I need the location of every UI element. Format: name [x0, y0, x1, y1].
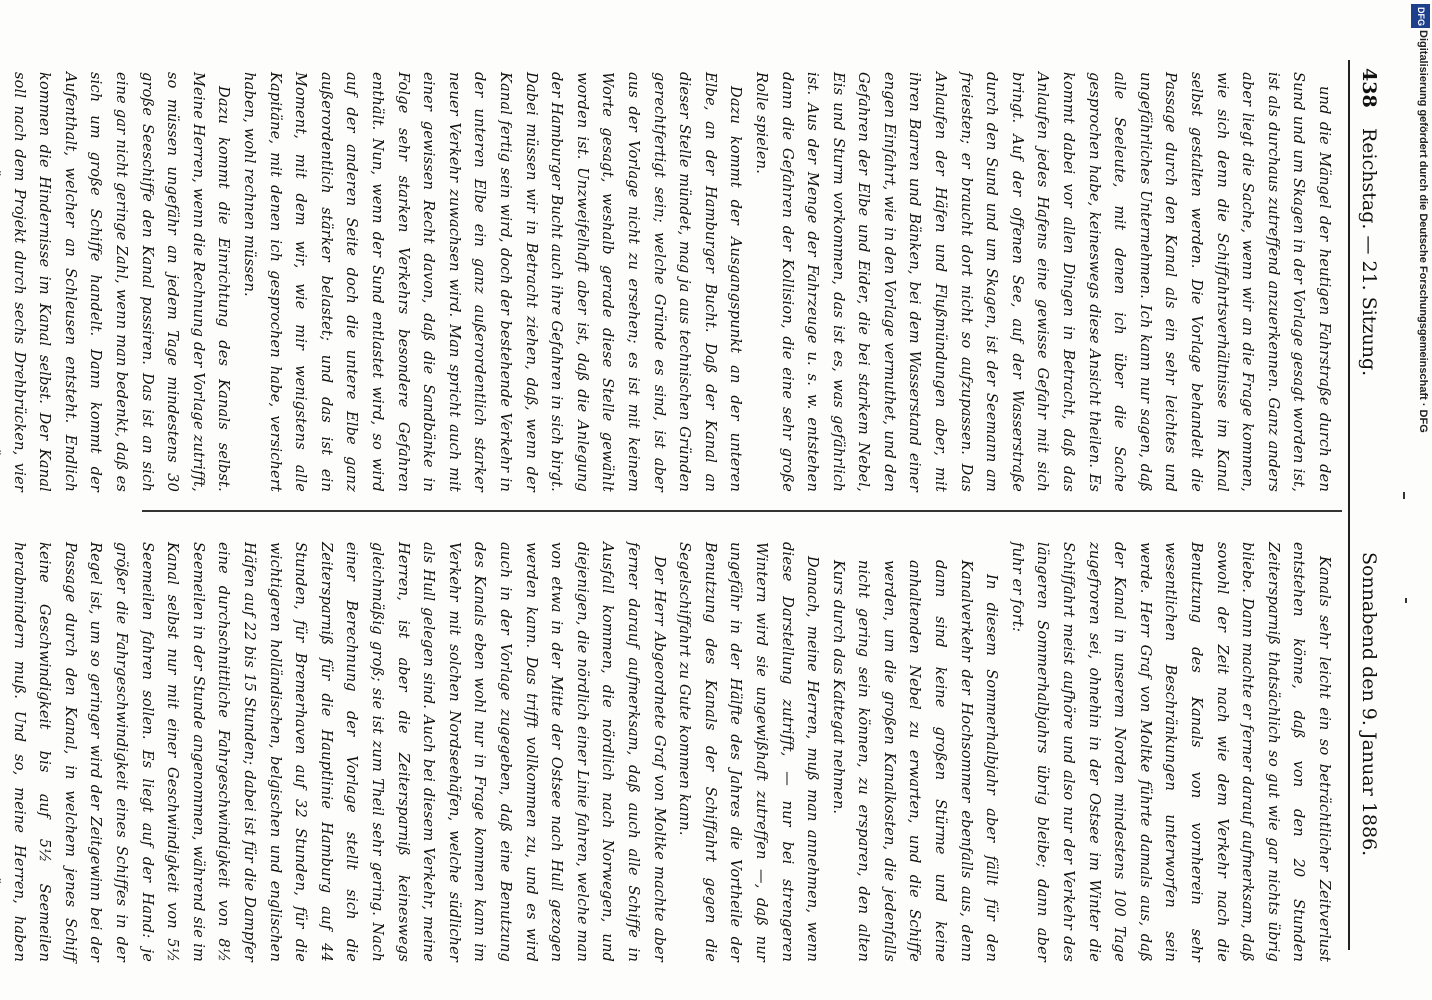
quotation: In diesem Sommerhalbjahr aber fällt für den Kanalverkehr der Hochsommer ebenfalls aus, denn dann sind keine großen Stürme und keine anhaltenden Nebel zu erwarten, und die Schiffe werden, um die großen Kanalkosten, die jedenfalls nicht gering sein können, zu ersparen, den alten Kurs durch das Kattegat nehmen.	[829, 560, 1000, 962]
right-column	[10, 542, 1336, 962]
paragraph: Kanals sehr leicht ein so beträchtlicher Zeitverlust entstehen könne, daß von den 20 Stunden Zeitersparniß thatsächlich so gut wie gar nichts übrig bliebe. Dann machte er ferner darauf aufmerksam, daß sowohl der Zeit nach wie dem Verkehr nach die Benutzung des Kanals von vornherein sehr wesentlichen Beschränkungen unterworfen sein werde. Herr Graf von Moltke führte damals aus, daß der Kanal in unserem Norden mindestens 100 Tage zugefroren sei, ohnehin in der Ostsee im Winter die Schiffahrt meist aufhöre und also nur der Verkehr des längeren Sommerhalbjahrs übrig bleibe; dann aber fuhr er fort:	[1008, 542, 1332, 962]
digitization-note-text: Digitalisierung gefördert durch die Deutsche Forschungsgemeinschaft · DFG	[1417, 30, 1429, 433]
running-head-right: Sonnabend den 9. Januar 1886.	[1358, 552, 1380, 857]
column-divider	[142, 510, 1342, 512]
running-head-left: Reichstag. — 21. Sitzung.	[1358, 128, 1380, 377]
paragraph: und die Mängel der heutigen Fahrstraße durch den Sund und um Skagen in der Vorlage gesagt worden ist, ist als durchaus zutreffend anzuerkennen. Ganz anders aber liegt die Sache, wenn wir an die Frage kommen, wie sich denn die Schiffahrtsverhältnisse im Kanal selbst gestalten werden. Die Vorlage behandelt die Passage durch den Kanal als ein sehr leichtes und ungefährliches Unternehmen. Ich kann nur sagen, daß alle Seeleute, mit denen ich über die Sache gesprochen habe, keineswegs diese Ansicht theilen. Es kommt dabei vor allen Dingen in Betracht, daß das Anlaufen jedes Hafens eine gewisse Gefahr mit sich bringt. Auf der offenen See, auf der Wasserstraße durch den Sund und um Skagen, ist der Seemann am freiesten; er braucht dort nicht so aufzupassen. Das Anlaufen der Häfen und Flußmündungen aber, mit ihren Barren und Bänken, bei dem Wasserstand einer engen Einfahrt, wie in den Vorlage vermuthet, und den Gefahren der Elbe und Eider, die bei starkem Nebel, Eis und Sturm vorkommen, das ist es, was gefährlich ist. Aus der Menge der Fahrzeuge u. s. w. entstehen dann die Gefahren der Kollision, die eine sehr große Rolle spielen.	[752, 72, 1332, 492]
dfg-badge: DFG	[1411, 4, 1430, 28]
left-column	[10, 72, 1336, 492]
paragraph: Dazu kommt der Ausgangspunkt an der unteren Elbe, an der Hamburger Bucht. Daß der Kanal an dieser Stelle mündet, mag ja aus technischen Gründen gerechtfertigt sein; welche Gründe es sind, ist aber aus der Vorlage nicht zu ersehen; es ist mit keinem Worte gesagt, weshalb gerade diese Stelle gewählt worden ist. Unzweifelhaft aber ist, daß die Anlegung der Hamburger Bucht auch ihre Gefahren in sich birgt. Dabei müssen wir in Betracht ziehen, daß, wenn der Kanal fertig sein wird, doch der bestehende Verkehr in der unteren Elbe ein ganz außerordentlich starker neuer Verkehr zuwachsen wird. Man spricht auch mit einer gewissen Recht davon, daß die Sandbänke in Folge sehr starken Verkehrs besondere Gefahren enthält. Nun, wenn der Sund entlastet wird, so wird auf der anderen Seite doch die untere Elbe ganz außerordentlich stärker belastet; und das ist ein Moment, mit dem wir, wie mir wenigstens alle Kapitäne, mit denen ich gesprochen habe, versichert haben, wohl rechnen müssen.	[241, 72, 744, 492]
scan-speck	[1405, 598, 1407, 603]
paragraph: Der Herr Abgeordnete Graf von Moltke machte aber ferner darauf aufmerksam, daß auch alle Schiffe in Ausfall kommen, die nördlich nach Norwegen, und diejenigen, die nördlich einer Linie fahren, welche man von etwa in der Mitte der Ostsee nach Hull gezogen werden kann. Das trifft vollkommen zu, und es wird auch in der Vorlage zugegeben, daß eine Benutzung des Kanals eben wohl nur in Frage kommen kann im Verkehr mit solchen Nordseehäfen, welche südlicher als Hull gelegen sind. Auch bei diesem Verkehr, meine Herren, ist aber die Zeitersparniß keineswegs gleichmäßig groß; sie ist zum Theil sehr gering. Nach einer Berechnung der Vorlage stellt sich die Zeitersparniß für die Hauptlinie Hamburg auf 44 Stunden, für Bremerhaven auf 32 Stunden, für die wichtigeren holländischen, belgischen und englischen Häfen auf 22 bis 15 Stunden; dabei ist für die Dampfer eine durchschnittliche Fahrgeschwindigkeit von 8½ Seemeilen in der Stunde angenommen, während sie im Kanal selbst nur mit einer Geschwindigkeit von 5½ Seemeilen fahren sollen. Es liegt auf der Hand: je größer die Fahrgeschwindigkeit eines Schiffes in der Regel ist, um so geringer wird der Zeitgewinn bei der Passage durch den Kanal, in welchem jenes Schiff keine Geschwindigkeit bis auf 5½ Seemeilen herabmindern muß. Und so, meine Herren, haben	[10, 542, 667, 962]
header-rule	[1348, 60, 1350, 950]
page-header	[1330, 0, 1400, 1000]
paragraph: Danach, meine Herren, muß man annehmen, wenn diese Darstellung zutrifft, — nur bei strengeren Wintern wird sie ungewißhaft zutreffen —, daß nur ungefähr in der Hälfte des Jahres die Vortheile der Benutzung des Kanals der Schiffahrt gegen die Segelschiffahrt zu Gute kommen kann.	[676, 542, 821, 962]
digitization-note	[1413, 30, 1429, 970]
page-number: 438	[1358, 68, 1380, 108]
scan-speck	[1403, 492, 1405, 499]
paragraph: Dazu kommt die Einrichtung des Kanals selbst. Meine Herren, wenn die Rechnung der Vorlage zutrifft, so müssen ungefähr an jedem Tage mindestens 30 große Seeschiffe den Kanal passiren. Das ist an sich eine gar nicht geringe Zahl, wenn man bedenkt, daß es sich um große Schiffe handelt. Dann kommt der Aufenthalt, welcher an Schleusen entsteht. Endlich kommen die Hindernisse im Kanal selbst. Der Kanal soll nach dem Projekt durch sechs Drehbrücken, vier	[10, 72, 232, 492]
